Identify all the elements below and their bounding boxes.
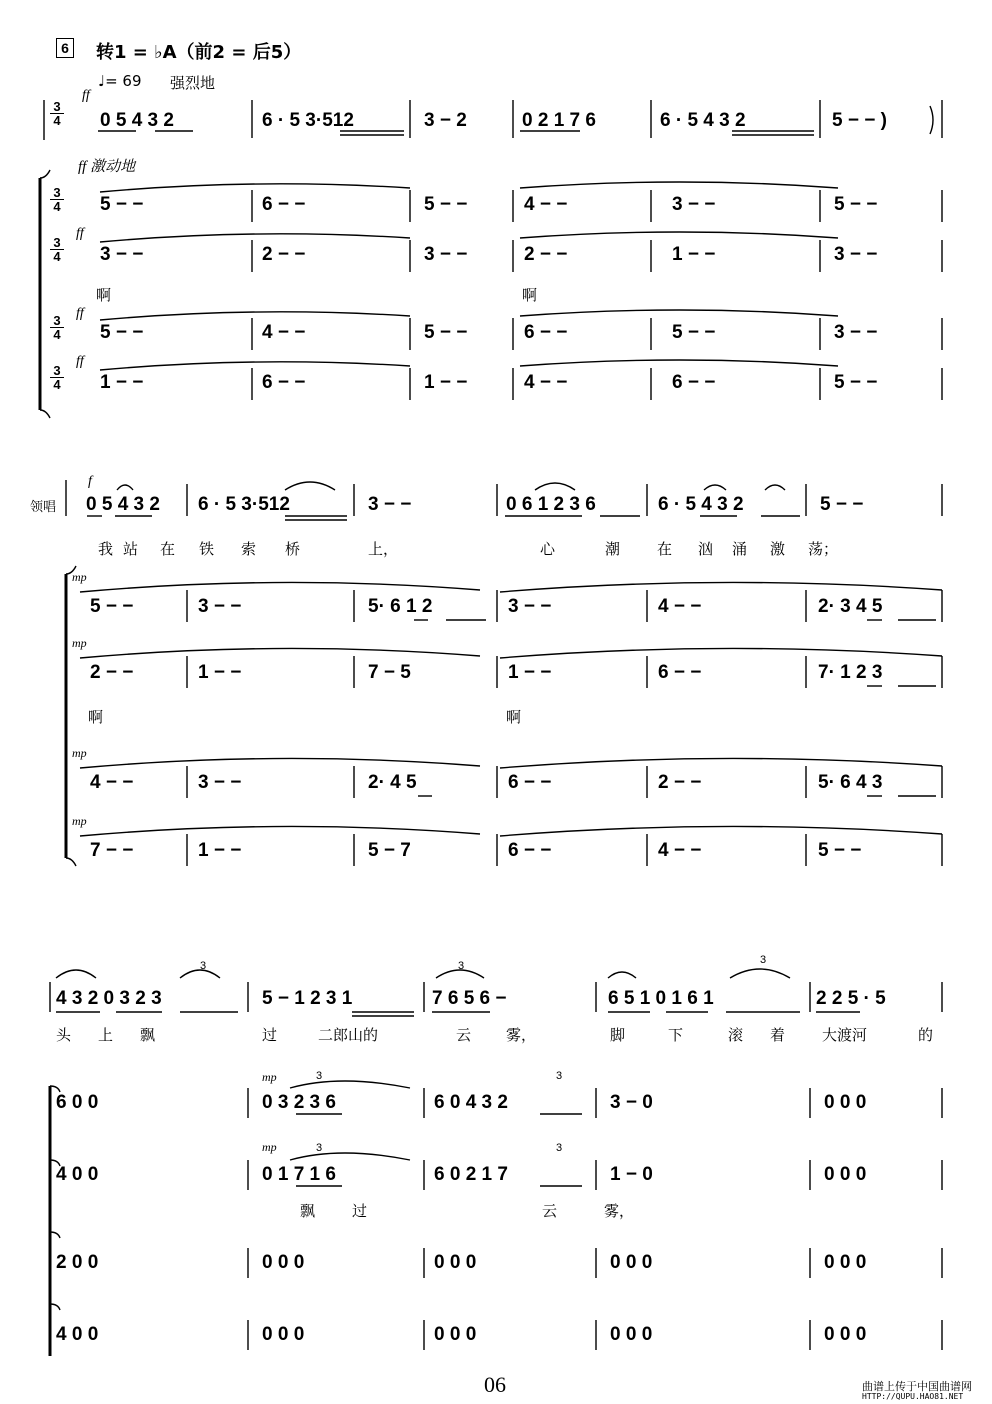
- dynamic-mp: mp: [72, 636, 87, 650]
- measure: 6 − −: [508, 772, 552, 793]
- measure: 1 − −: [424, 372, 468, 393]
- measure: 0 5 4 3 2: [100, 110, 174, 131]
- measure: 2 − −: [90, 662, 134, 683]
- measure: 7· 1 2 3: [818, 662, 883, 683]
- measure: 0 0 0: [824, 1164, 867, 1185]
- measure: 0 5 4 3 2: [86, 494, 160, 515]
- watermark: 曲谱上传于中国曲谱网: [862, 1380, 972, 1393]
- tempo-word: 强烈地: [170, 74, 216, 92]
- time-sig-v1: 3 4: [50, 186, 64, 213]
- lyric-ah: 啊: [522, 286, 538, 304]
- lyric-ah: 啊: [96, 286, 112, 304]
- lyric: 大渡河: [822, 1026, 868, 1044]
- measure: 5 − − ): [832, 110, 887, 131]
- dynamic-ff: ff: [76, 306, 84, 321]
- lyric: 心: [540, 540, 556, 558]
- measure: 4 0 0: [56, 1324, 99, 1345]
- measure: 5 − 7: [368, 840, 411, 861]
- measure: 4 3 2 0 3 2 3: [56, 988, 162, 1009]
- triplet-mark: 3: [458, 960, 465, 972]
- lyric-ah: 啊: [88, 708, 104, 726]
- measure: 3 − −: [100, 244, 144, 265]
- lyric: 下: [668, 1026, 684, 1044]
- tempo-mark: ♩= 69: [98, 72, 142, 90]
- measure: 0 6 1 2 3 6: [506, 494, 596, 515]
- measure: 0 3 2 3 6: [262, 1092, 336, 1113]
- page-number: 06: [484, 1372, 506, 1397]
- measure: 5 − −: [820, 494, 864, 515]
- lyric: 在: [160, 540, 176, 558]
- lyric: 飘: [140, 1026, 156, 1044]
- lyric: 二郎山的: [318, 1026, 379, 1044]
- lyric: 桥: [285, 540, 301, 558]
- time-sig-v3: 3 4: [50, 314, 64, 341]
- measure: 3 − −: [368, 494, 412, 515]
- measure: 5· 6 4 3: [818, 772, 883, 793]
- measure: 0 0 0: [262, 1252, 305, 1273]
- measure: 0 0 0: [824, 1252, 867, 1273]
- measure: 5 − −: [834, 372, 878, 393]
- triplet-mark: 3: [316, 1070, 323, 1082]
- section-mark-number: 6: [61, 40, 69, 56]
- measure: 6 · 5 3·512: [262, 110, 354, 131]
- measure: 0 0 0: [434, 1252, 477, 1273]
- measure: 1 − −: [672, 244, 716, 265]
- lyric: 过: [352, 1202, 368, 1220]
- key-change: 转1 = ♭A（前2 = 后5）: [96, 42, 302, 63]
- measure: 2 − −: [658, 772, 702, 793]
- measure: 7 − 5: [368, 662, 411, 683]
- measure: 4 0 0: [56, 1164, 99, 1185]
- measure: 6 − −: [524, 322, 568, 343]
- measure: 2 0 0: [56, 1252, 99, 1273]
- time-sig-melody: 3 4: [50, 100, 64, 127]
- triplet-mark: 3: [200, 960, 207, 972]
- measure: 6 − −: [262, 194, 306, 215]
- dynamic-ff-word: ff 激动地: [78, 159, 136, 175]
- measure: 0 0 0: [610, 1324, 653, 1345]
- measure: 5 − −: [834, 194, 878, 215]
- measure: 5 − −: [424, 322, 468, 343]
- measure: 3 − −: [424, 244, 468, 265]
- dynamic-mp: mp: [262, 1140, 277, 1154]
- measure: 2· 3 4 5: [818, 596, 883, 617]
- lyric: 索: [241, 540, 257, 558]
- measure: 1 − −: [100, 372, 144, 393]
- lyric: 在: [657, 540, 673, 558]
- lyric: 脚: [610, 1026, 626, 1044]
- measure: 5 − 1 2 3 1: [262, 988, 353, 1009]
- leader-label: 领唱: [30, 500, 57, 515]
- measure: 0 0 0: [824, 1092, 867, 1113]
- measure: 7 6 5 6 −: [432, 988, 507, 1009]
- measure: 0 0 0: [262, 1324, 305, 1345]
- measure: 2 − −: [524, 244, 568, 265]
- lyric: 飘: [300, 1202, 316, 1220]
- measure: 5 − −: [90, 596, 134, 617]
- time-sig-v2: 3 4: [50, 236, 64, 263]
- measure: 5 − −: [100, 194, 144, 215]
- triplet-mark: 3: [556, 1070, 563, 1082]
- measure: 0 0 0: [434, 1324, 477, 1345]
- measure: 1 − 0: [610, 1164, 653, 1185]
- measure: 6 − −: [658, 662, 702, 683]
- lyric: 荡；: [808, 540, 839, 558]
- measure: 7 − −: [90, 840, 134, 861]
- measure: 6 · 5 4 3 2: [658, 494, 744, 515]
- lyric: 激: [770, 540, 786, 558]
- measure: 4 − −: [524, 194, 568, 215]
- dynamic-f: f: [88, 474, 92, 489]
- measure: 2 − −: [262, 244, 306, 265]
- measure: 3 − −: [672, 194, 716, 215]
- measure: 6 0 4 3 2: [434, 1092, 508, 1113]
- lyric: 汹: [698, 540, 714, 558]
- lyric: 上，: [368, 540, 399, 558]
- lyric: 滚: [728, 1026, 744, 1044]
- measure: 5 − −: [672, 322, 716, 343]
- dynamic-mp: mp: [262, 1070, 277, 1084]
- dynamic-mp: mp: [72, 570, 87, 584]
- measure: 3 − −: [834, 322, 878, 343]
- lyric: 着: [770, 1026, 786, 1044]
- triplet-mark: 3: [556, 1142, 563, 1154]
- measure: 3 − −: [834, 244, 878, 265]
- measure: 4 − −: [658, 840, 702, 861]
- measure: 0 1 7 1 6: [262, 1164, 336, 1185]
- time-sig-v4: 3 4: [50, 364, 64, 391]
- dynamic-ff: ff: [76, 226, 84, 241]
- measure: 2 2 5 · 5: [816, 988, 886, 1009]
- lyric: 云: [542, 1202, 558, 1220]
- dynamic-mp: mp: [72, 814, 87, 828]
- sys1-slurs: [100, 106, 933, 370]
- measure: 2· 4 5: [368, 772, 417, 793]
- measure: 3 − −: [198, 772, 242, 793]
- measure: 5· 6 1 2: [368, 596, 433, 617]
- measure: 4 − −: [90, 772, 134, 793]
- lyric: 雾，: [506, 1026, 537, 1044]
- lyric: 我: [98, 540, 114, 558]
- measure: 6 − −: [508, 840, 552, 861]
- measure: 0 0 0: [824, 1324, 867, 1345]
- measure: 3 − −: [508, 596, 552, 617]
- lyric: 雾，: [604, 1202, 635, 1220]
- measure: 1 − −: [198, 662, 242, 683]
- lyric: 的: [918, 1026, 934, 1044]
- measure: 3 − 2: [424, 110, 467, 131]
- measure: 3 − 0: [610, 1092, 653, 1113]
- measure: 6 0 2 1 7: [434, 1164, 508, 1185]
- lyric: 站: [123, 540, 139, 558]
- measure: 5 − −: [424, 194, 468, 215]
- measure: 6 · 5 4 3 2: [660, 110, 746, 131]
- measure: 0 0 0: [610, 1252, 653, 1273]
- lyric: 过: [262, 1026, 278, 1044]
- measure: 1 − −: [508, 662, 552, 683]
- triplet-mark: 3: [316, 1142, 323, 1154]
- lyric-ah: 啊: [506, 708, 522, 726]
- measure: 6 5 1 0 1 6 1: [608, 988, 714, 1009]
- measure: 4 − −: [262, 322, 306, 343]
- sys3-slurs: [50, 969, 790, 1310]
- lyric: 铁: [199, 540, 215, 558]
- measure: 0 2 1 7 6: [522, 110, 596, 131]
- measure: 6 0 0: [56, 1092, 99, 1113]
- dynamic-ff: ff: [82, 88, 90, 103]
- dynamic-mp: mp: [72, 746, 87, 760]
- lyric: 潮: [605, 540, 621, 558]
- lyric: 头: [56, 1026, 72, 1044]
- measure: 3 − −: [198, 596, 242, 617]
- watermark-url: HTTP://QUPU.HAO81.NET: [862, 1392, 964, 1401]
- measure: 1 − −: [198, 840, 242, 861]
- lyric: 上: [98, 1026, 114, 1044]
- measure: 6 · 5 3·512: [198, 494, 290, 515]
- lyric: 云: [456, 1026, 472, 1044]
- measure: 4 − −: [524, 372, 568, 393]
- measure: 5 − −: [818, 840, 862, 861]
- triplet-mark: 3: [760, 954, 767, 966]
- measure: 4 − −: [658, 596, 702, 617]
- measure: 6 − −: [672, 372, 716, 393]
- lyric: 涌: [732, 540, 748, 558]
- measure: 6 − −: [262, 372, 306, 393]
- dynamic-ff: ff: [76, 354, 84, 369]
- measure: 5 − −: [100, 322, 144, 343]
